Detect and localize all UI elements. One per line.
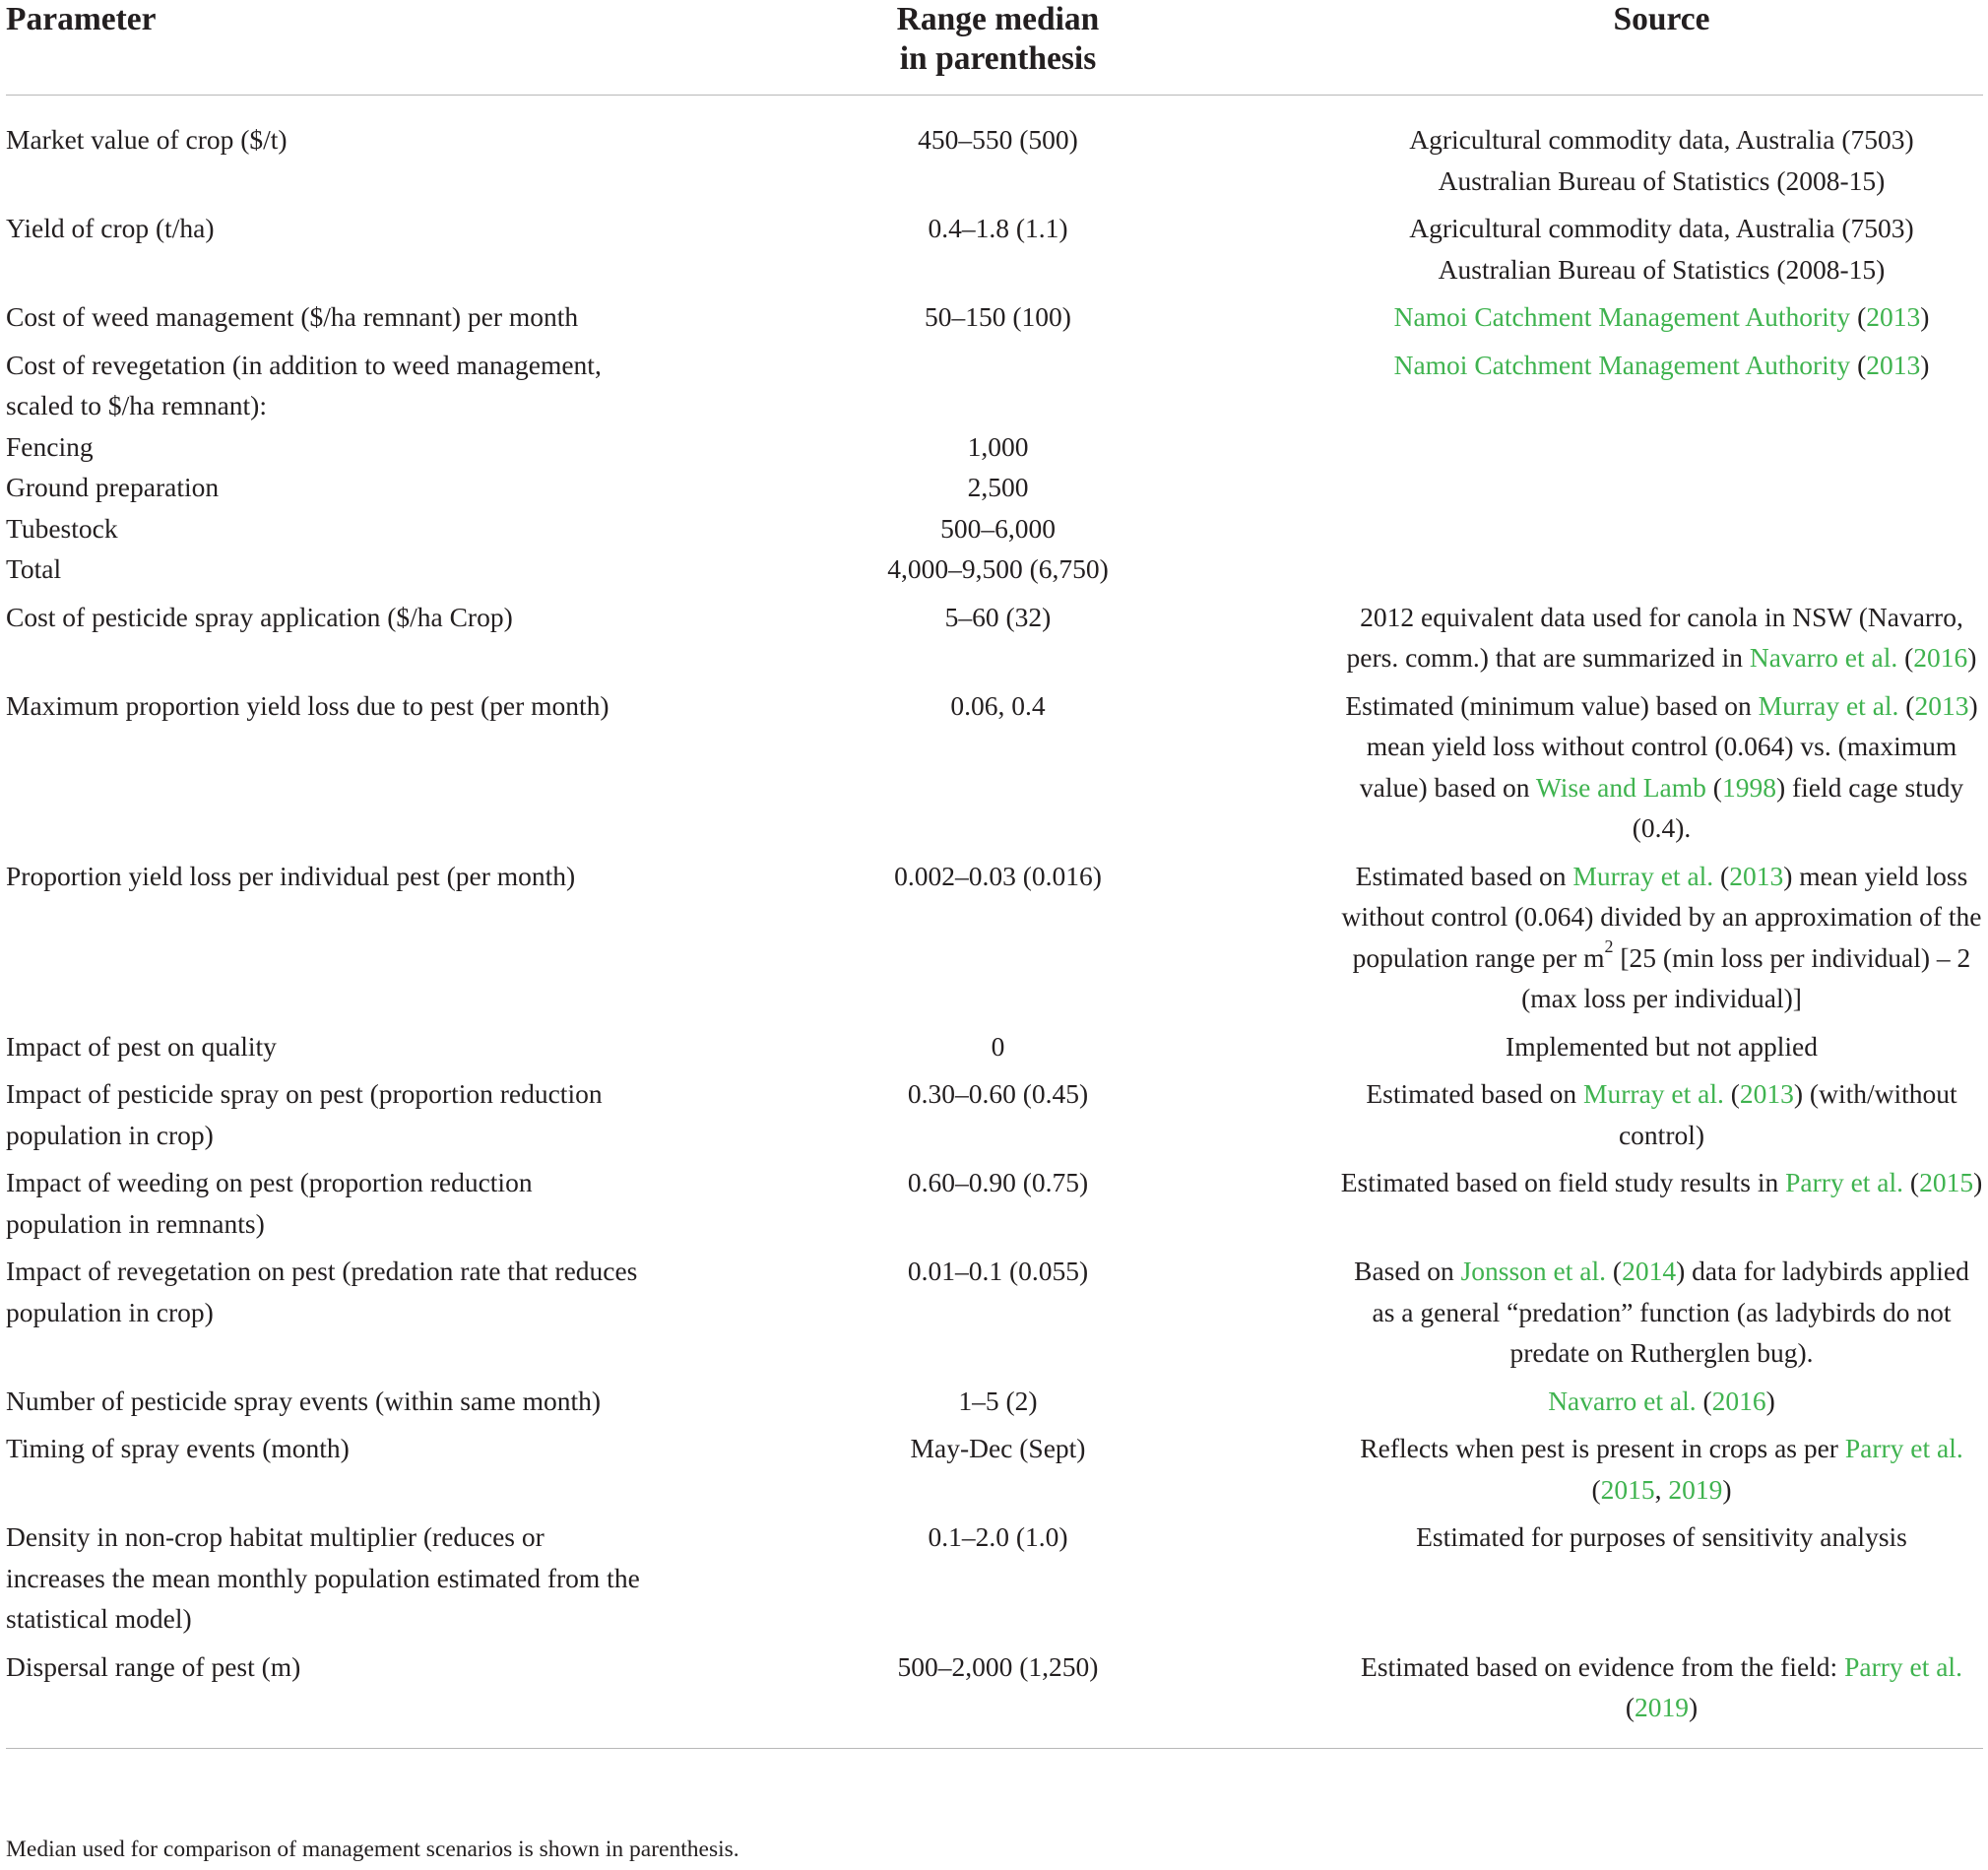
source-line: Australian Bureau of Statistics (2008-15)	[1438, 164, 1886, 196]
header-range	[656, 0, 1340, 96]
table-row	[6, 208, 1983, 296]
row-range: 2,500	[967, 472, 1029, 502]
row-source	[1340, 1381, 1983, 1429]
source-text: Estimated based on field study results in	[1340, 1167, 1786, 1197]
source-line: Agricultural commodity data, Australia (7503)	[1409, 124, 1914, 155]
citation-year-link[interactable]: 2015	[1919, 1167, 1974, 1197]
table-row	[6, 1381, 1983, 1429]
table-row	[6, 597, 1983, 685]
citation-year-link[interactable]: 2014	[1622, 1256, 1677, 1286]
source-text: )	[1973, 1167, 1983, 1197]
source-text: ,	[1654, 1473, 1669, 1505]
row-source	[1340, 296, 1983, 345]
source-text: (	[1897, 642, 1914, 673]
row-source	[1340, 856, 1983, 1026]
row-source	[1340, 597, 1983, 685]
citation-link[interactable]: Parry et al.	[1844, 1650, 1962, 1682]
row-parameter: Impact of pest on quality	[6, 1030, 277, 1062]
row-range: 450–550 (500)	[918, 124, 1078, 155]
table-row	[6, 345, 1983, 426]
source-text: (	[1705, 771, 1722, 803]
row-parameter: Impact of weeding on pest (proportion reduction population in remnants)	[6, 1167, 533, 1239]
source-text: ) mean yield loss without control (0.064) divided by an approximation of the population range per m	[1341, 860, 1982, 973]
row-range: 4,000–9,500 (6,750)	[887, 553, 1109, 584]
row-parameter: Dispersal range of pest (m)	[6, 1646, 656, 1749]
source-text: (	[1625, 1692, 1635, 1722]
header-parameter: Parameter	[6, 0, 656, 96]
row-parameter: Maximum proportion yield loss due to pest (per month)	[6, 689, 609, 721]
citation-year-link[interactable]: 2013	[1739, 1078, 1794, 1109]
citation-link[interactable]: Parry et al.	[1844, 1433, 1963, 1463]
citation-year-link[interactable]: 2016	[1913, 642, 1968, 673]
row-parameter: Fencing	[6, 430, 94, 462]
citation-year-link[interactable]: 2019	[1668, 1473, 1723, 1505]
row-parameter: Ground preparation	[6, 472, 220, 502]
source-text: 2012 equivalent data used for canola in NSW (Navarro, pers. comm.) that are summarized in	[1346, 601, 1963, 673]
source-text: (	[1850, 349, 1867, 380]
row-parameter: Yield of crop (t/ha)	[6, 213, 215, 243]
row-parameter: Number of pesticide spray events (within same month)	[6, 1385, 602, 1416]
source-line: Australian Bureau of Statistics (2008-15)	[1438, 253, 1886, 285]
source-text: ) field cage study (0.4).	[1632, 771, 1964, 843]
source-text: (	[1606, 1256, 1623, 1286]
source-text: (	[1903, 1167, 1920, 1197]
row-range: 50–150 (100)	[925, 301, 1071, 332]
source-text: (	[1591, 1473, 1601, 1505]
row-parameter: Cost of revegetation (in addition to weed management, scaled to $/ha remnant):	[6, 349, 602, 420]
table-row	[6, 96, 1983, 209]
citation-link[interactable]: Murray et al.	[1583, 1078, 1724, 1109]
row-source: Implemented but not applied	[1506, 1030, 1818, 1062]
row-range: May-Dec (Sept)	[910, 1433, 1086, 1463]
source-text: Estimated based on	[1366, 1078, 1584, 1109]
citation-link[interactable]: Murray et al.	[1572, 860, 1714, 891]
citation-link[interactable]: Parry et al.	[1785, 1167, 1904, 1197]
row-range: 0.01–0.1 (0.055)	[907, 1256, 1089, 1286]
source-text: ) data for ladybirds applied as a general “predation” function (as ladybirds do not predate on Rutherglen bug).	[1372, 1256, 1969, 1368]
row-range: 0.1–2.0 (1.0)	[928, 1521, 1068, 1552]
table-row	[6, 426, 1983, 468]
table-row	[6, 1516, 1983, 1646]
table-row	[6, 467, 1983, 508]
citation-year-link[interactable]: 2013	[1866, 301, 1921, 332]
row-parameter: Impact of pesticide spray on pest (proportion reduction population in crop)	[6, 1078, 603, 1150]
citation-link[interactable]: Navarro et al.	[1749, 642, 1898, 673]
row-range: 500–2,000 (1,250)	[656, 1646, 1340, 1749]
row-range: 0.30–0.60 (0.45)	[907, 1078, 1089, 1109]
header-range-line2: in parenthesis	[899, 40, 1097, 77]
row-source	[1340, 1428, 1983, 1516]
citation-link[interactable]: Murray et al.	[1758, 689, 1899, 721]
row-source	[1340, 685, 1983, 856]
source-text: (	[1696, 1385, 1712, 1416]
row-parameter: Cost of weed management ($/ha remnant) per month	[6, 301, 579, 332]
header-range-line1: Range median	[896, 1, 1100, 37]
citation-year-link[interactable]: 2016	[1711, 1385, 1766, 1416]
citation-year-link[interactable]: 1998	[1721, 771, 1776, 803]
source-text: Estimated (minimum value) based on	[1345, 689, 1759, 721]
table-row	[6, 508, 1983, 549]
source-line: Agricultural commodity data, Australia (7503)	[1409, 213, 1914, 243]
row-source	[1340, 1073, 1983, 1162]
citation-link[interactable]: Jonsson et al.	[1460, 1256, 1607, 1286]
source-text: )	[1722, 1473, 1732, 1505]
table-row	[6, 296, 1983, 345]
table-row	[6, 1646, 1983, 1749]
header-source: Source	[1340, 0, 1983, 96]
parameter-table	[6, 0, 1983, 1749]
row-source: Estimated for purposes of sensitivity analysis	[1416, 1521, 1907, 1552]
row-range	[656, 345, 1340, 426]
table-footnote: Median used for comparison of management scenarios is shown in parenthesis.	[6, 1837, 739, 1862]
row-parameter: Market value of crop ($/t)	[6, 124, 288, 155]
row-source	[1340, 1251, 1983, 1381]
row-source	[1340, 1646, 1983, 1749]
source-text: )	[1967, 642, 1977, 673]
table-row	[6, 1073, 1983, 1162]
source-text: (	[1723, 1078, 1740, 1109]
row-parameter: Density in non-crop habitat multiplier (reduces or increases the mean monthly population estimated from the statistical model)	[6, 1521, 640, 1634]
citation-link[interactable]: Wise and Lamb	[1535, 771, 1706, 803]
citation-link[interactable]: Namoi Catchment Management Authority	[1393, 349, 1851, 380]
row-range: 0.06, 0.4	[950, 689, 1046, 721]
row-range: 0	[991, 1030, 1005, 1062]
row-source	[1340, 426, 1983, 468]
source-text: )	[1920, 349, 1930, 380]
source-text: Reflects when pest is present in crops as per	[1360, 1433, 1845, 1463]
table-row	[6, 1251, 1983, 1381]
row-parameter: Impact of revegetation on pest (predation rate that reduces population in crop)	[6, 1256, 638, 1327]
row-source	[1340, 208, 1983, 296]
row-range: 1,000	[967, 430, 1029, 462]
citation-year-link[interactable]: 2013	[1914, 689, 1969, 721]
superscript: 2	[1604, 936, 1614, 957]
row-source	[1340, 1162, 1983, 1251]
table-row	[6, 1162, 1983, 1251]
row-source	[1340, 508, 1983, 549]
citation-year-link[interactable]: 2013	[1866, 349, 1921, 380]
row-range: 0.60–0.90 (0.75)	[907, 1167, 1089, 1197]
row-range: 5–60 (32)	[944, 601, 1052, 632]
source-text: Estimated based on evidence from the field:	[1361, 1650, 1845, 1682]
row-source	[1340, 548, 1983, 597]
citation-year-link[interactable]: 2015	[1600, 1473, 1655, 1505]
source-text: ) (with/without control)	[1618, 1078, 1957, 1150]
source-text: [25 (min loss per individual) – 2 (max loss per individual)]	[1521, 941, 1971, 1013]
source-text: Based on	[1354, 1256, 1461, 1286]
source-text: (	[1713, 860, 1730, 891]
row-range: 0.002–0.03 (0.016)	[894, 860, 1102, 891]
table-row	[6, 1026, 1983, 1074]
row-parameter: Tubestock	[6, 512, 118, 544]
source-text: )	[1689, 1692, 1699, 1722]
citation-link[interactable]: Navarro et al.	[1548, 1385, 1697, 1416]
row-source	[1340, 467, 1983, 508]
citation-link[interactable]: Namoi Catchment Management Authority	[1393, 301, 1851, 332]
header-row	[6, 0, 1983, 96]
row-parameter: Proportion yield loss per individual pest (per month)	[6, 860, 576, 891]
row-parameter: Cost of pesticide spray application ($/ha Crop)	[6, 601, 513, 632]
citation-year-link[interactable]: 2013	[1729, 860, 1784, 891]
source-text: Estimated based on	[1355, 860, 1573, 891]
row-range: 500–6,000	[940, 512, 1056, 544]
source-text: (	[1850, 301, 1867, 332]
table-row	[6, 856, 1983, 1026]
source-text: ) mean yield loss without control (0.064) vs. (maximum value) based on	[1359, 689, 1978, 803]
table-row	[6, 1428, 1983, 1516]
row-parameter: Timing of spray events (month)	[6, 1433, 350, 1463]
row-source	[1340, 96, 1983, 209]
source-text: (	[1898, 689, 1915, 721]
row-source	[1340, 345, 1983, 426]
source-text: )	[1920, 301, 1930, 332]
table-row	[6, 685, 1983, 856]
row-parameter: Total	[6, 553, 62, 584]
row-range: 1–5 (2)	[958, 1385, 1038, 1416]
table-row	[6, 548, 1983, 597]
citation-year-link[interactable]: 2019	[1635, 1692, 1689, 1722]
row-range: 0.4–1.8 (1.1)	[928, 213, 1068, 243]
source-text: )	[1765, 1385, 1775, 1416]
